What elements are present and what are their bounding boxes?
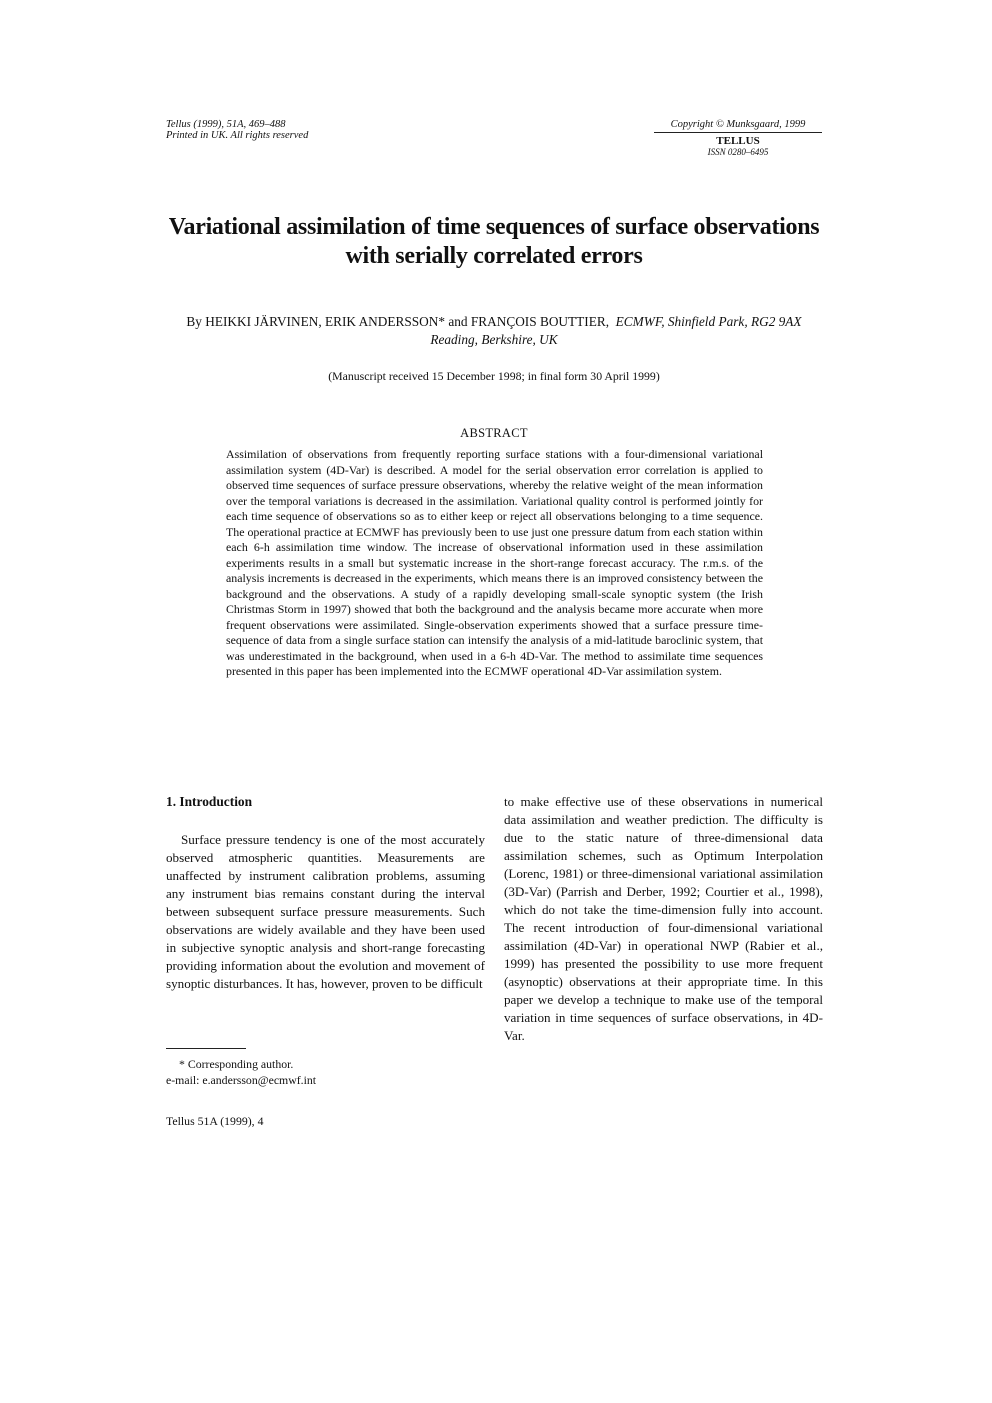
issn: ISSN 0280–6495	[707, 147, 769, 157]
journal-citation	[166, 119, 308, 141]
footnote	[166, 1056, 486, 1088]
intro-paragraph-continued: to make effective use of these observations in numerical data assimilation and weather prediction. The difficulty is due to the static nature of three-dimensional data assimilation schemes, such as Optimum Interpolation (Lorenc, 1981) or three-dimensional variational assimilation (3D-Var) (Parrish and Derber, 1992; Courtier et al., 1998), which do not take the time-dimension fully into account. The recent introduction of four-dimensional variational assimilation (4D-Var) in operational NWP (Rabier et al., 1999) has presented the possibility to use more frequent (asynoptic) observations at their appropriate time. In this paper we develop a technique to make use of the temporal variation in time sequences of surface observations, in 4D-Var.	[504, 794, 823, 1043]
right-column	[504, 793, 823, 1045]
abstract-text: Assimilation of observations from frequently reporting surface stations with a four-dimensional variational assimilation system (4D-Var) is described. A model for the serial observation error correlation is applied to observed time sequences of surface pressure observations, whereby the relative weight of the mean information over the temporal variations is decreased in the assimilation. Variational quality control is performed jointly for each time sequence of observations so as to either keep or reject all observations belonging to a time sequence. The operational practice at ECMWF has previously been to use just one pressure datum from each station within each 6-h assimilation time window. The increase of observational information used in these assimilation experiments results in a small but systematic increase in the short-range forecast accuracy. The r.m.s. of the analysis increments is decreased in the experiments, which means there is an improved consistency between the background and the observations. A study of a rapidly developing small-scale synoptic system (the Irish Christmas Storm in 1997) showed that both the background and the analysis became more accurate when more frequent observations were assimilated. Single-observation experiments showed that a surface pressure time-sequence of data from a single surface station can intensify the analysis of a mid-latitude baroclinic system, that was underestimated in the background, when used in a 6-h 4D-Var. The method to assimilate time sequences presented in this paper has been implemented into the ECMWF operational 4D-Var assimilation system.	[226, 447, 763, 678]
abstract-heading: ABSTRACT	[460, 426, 528, 440]
author-names: By HEIKKI JÄRVINEN, ERIK ANDERSSON* and FRANÇOIS BOUTTIER,	[186, 314, 610, 329]
footnote-divider	[166, 1048, 246, 1049]
manuscript-dates: (Manuscript received 15 December 1998; in final form 30 April 1999)	[328, 369, 660, 383]
copyright-line: Copyright © Munksgaard, 1999	[654, 119, 822, 133]
left-column	[166, 793, 485, 993]
author-email: e-mail: e.andersson@ecmwf.int	[166, 1073, 317, 1087]
paper-title: Variational assimilation of time sequences of surface observations with serially correlated errors	[168, 214, 820, 269]
author-affiliation: ECMWF, Shinfield Park, RG2 9AX Reading, Berkshire, UK	[430, 314, 802, 347]
intro-paragraph: Surface pressure tendency is one of the most accurately observed atmospheric quantities. Measurements are unaffected by instrument calibration problems, assuming any instrument bias remains constant during the interval between subsequent surface pressure measurements. Such observations are widely available and they have been used in subjective synoptic analysis and short-range forecasting providing information about the evolution and movement of synoptic disturbances. It has, however, proven to be difficult	[166, 832, 485, 991]
corresponding-author-note: * Corresponding author.	[179, 1057, 294, 1071]
citation-line: Tellus (1999), 51A, 469–488	[166, 119, 286, 130]
author-block	[166, 313, 822, 349]
section-heading: 1. Introduction	[166, 794, 253, 809]
printed-line: Printed in UK. All rights reserved	[166, 130, 309, 141]
journal-name: TELLUS	[716, 135, 760, 147]
page-footer: Tellus 51A (1999), 4	[166, 1114, 264, 1128]
journal-masthead	[654, 119, 822, 158]
